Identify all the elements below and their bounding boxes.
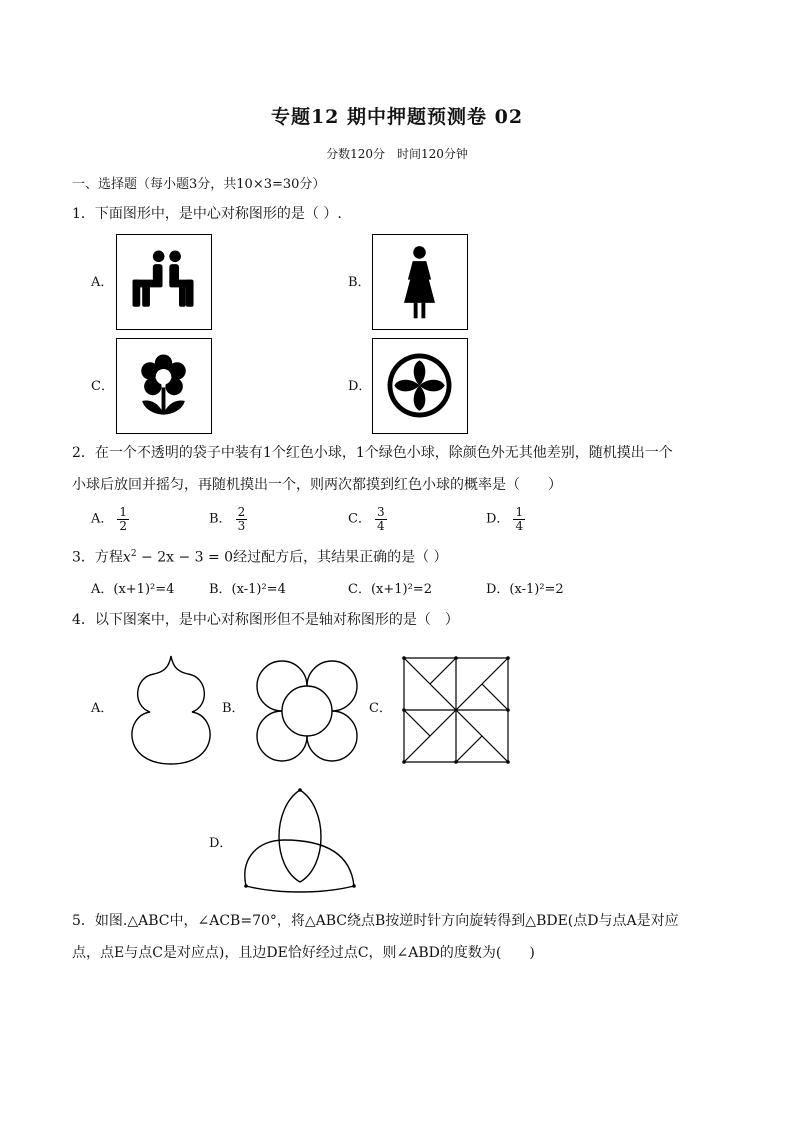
gourd-shape-icon bbox=[120, 650, 222, 768]
q1-option-d-frame bbox=[372, 338, 468, 434]
question-5-stem-line-2: 点，点E与点C是对应点)，且边DE恰好经过点C，则∠ABD的度数为( ) bbox=[72, 945, 535, 961]
q3-option-b: B．(x-1)²=4 bbox=[209, 582, 286, 597]
q2-option-a-label: A． bbox=[91, 511, 114, 527]
q1-option-c-frame bbox=[116, 338, 212, 434]
q2-option-a-numerator: 1 bbox=[119, 505, 128, 519]
q2-option-b bbox=[209, 506, 247, 532]
question-1-stem: 1．下面图形中，是中心对称图形的是（ ）. bbox=[72, 206, 342, 222]
q1-option-b-label: B． bbox=[348, 275, 371, 290]
section-heading: 一、选择题（每小题3分，共10×3=30分） bbox=[72, 177, 326, 192]
q2-option-c-denominator: 4 bbox=[376, 518, 385, 533]
q1-option-a-frame bbox=[116, 234, 212, 330]
q2-option-c-numerator: 3 bbox=[376, 505, 385, 519]
q2-option-a bbox=[91, 506, 129, 532]
q2-option-d-numerator: 1 bbox=[515, 505, 524, 519]
circle-petals-icon bbox=[373, 339, 466, 432]
sitting-people-icon bbox=[117, 235, 210, 328]
q3-option-a: A．(x+1)²=4 bbox=[91, 582, 175, 597]
q2-option-a-denominator: 2 bbox=[119, 518, 128, 533]
flower-icon bbox=[117, 339, 210, 432]
q3-equation-variable: x bbox=[122, 549, 131, 566]
question-3-stem bbox=[72, 550, 448, 565]
q2-option-c-label: C． bbox=[348, 511, 371, 527]
q2-option-b-numerator: 2 bbox=[237, 505, 246, 519]
q1-option-c-label: C． bbox=[91, 379, 114, 394]
q3-equation-rest: − 2x − 3 = 0 bbox=[136, 549, 234, 566]
question-2-stem-line-1: 2．在一个不透明的袋子中装有1个红色小球，1个绿色小球，除颜色外无其他差别，随机摸出一个 bbox=[72, 445, 673, 461]
question-2-stem-line-2: 小球后放回并摇匀，再随机摸出一个，则两次都摸到红色小球的概率是（ ） bbox=[72, 477, 562, 493]
q3-option-d: D．(x-1)²=2 bbox=[486, 582, 564, 597]
q3-stem-suffix: 经过配方后，其结果正确的是（ ） bbox=[233, 549, 448, 566]
four-circles-icon bbox=[250, 654, 364, 768]
q4-option-c-label: C． bbox=[369, 701, 392, 716]
q1-option-a-label: A． bbox=[91, 275, 114, 290]
q3-option-c: C．(x+1)²=2 bbox=[348, 582, 432, 597]
q2-option-d bbox=[486, 506, 525, 532]
page-title: 专题12 期中押题预测卷 02 bbox=[270, 106, 524, 128]
q4-option-a-label: A． bbox=[91, 701, 114, 716]
three-arcs-icon bbox=[238, 786, 362, 894]
q2-option-c bbox=[348, 506, 387, 532]
q2-option-d-denominator: 4 bbox=[515, 518, 524, 533]
q1-option-d-label: D． bbox=[348, 379, 372, 394]
page-subtitle: 分数120分 时间120分钟 bbox=[326, 147, 468, 161]
q2-option-b-denominator: 3 bbox=[237, 518, 246, 533]
woman-icon bbox=[373, 235, 466, 328]
q3-stem-prefix: 3．方程 bbox=[72, 549, 123, 566]
pinwheel-icon bbox=[400, 654, 512, 766]
q2-option-b-label: B． bbox=[209, 511, 232, 527]
q3-equation-exponent: 2 bbox=[130, 549, 137, 559]
question-5-stem-line-1: 5．如图.△ABC中，∠ACB=70°，将△ABC绕点B按逆时针方向旋转得到△BDE(点D与点A是对应 bbox=[72, 913, 679, 929]
q4-option-b-label: B． bbox=[222, 701, 245, 716]
q2-option-d-label: D． bbox=[486, 511, 510, 527]
q1-option-b-frame bbox=[372, 234, 468, 330]
question-4-stem: 4．以下图案中，是中心对称图形但不是轴对称图形的是（ ） bbox=[72, 612, 459, 628]
q4-option-d-label: D． bbox=[209, 836, 233, 851]
